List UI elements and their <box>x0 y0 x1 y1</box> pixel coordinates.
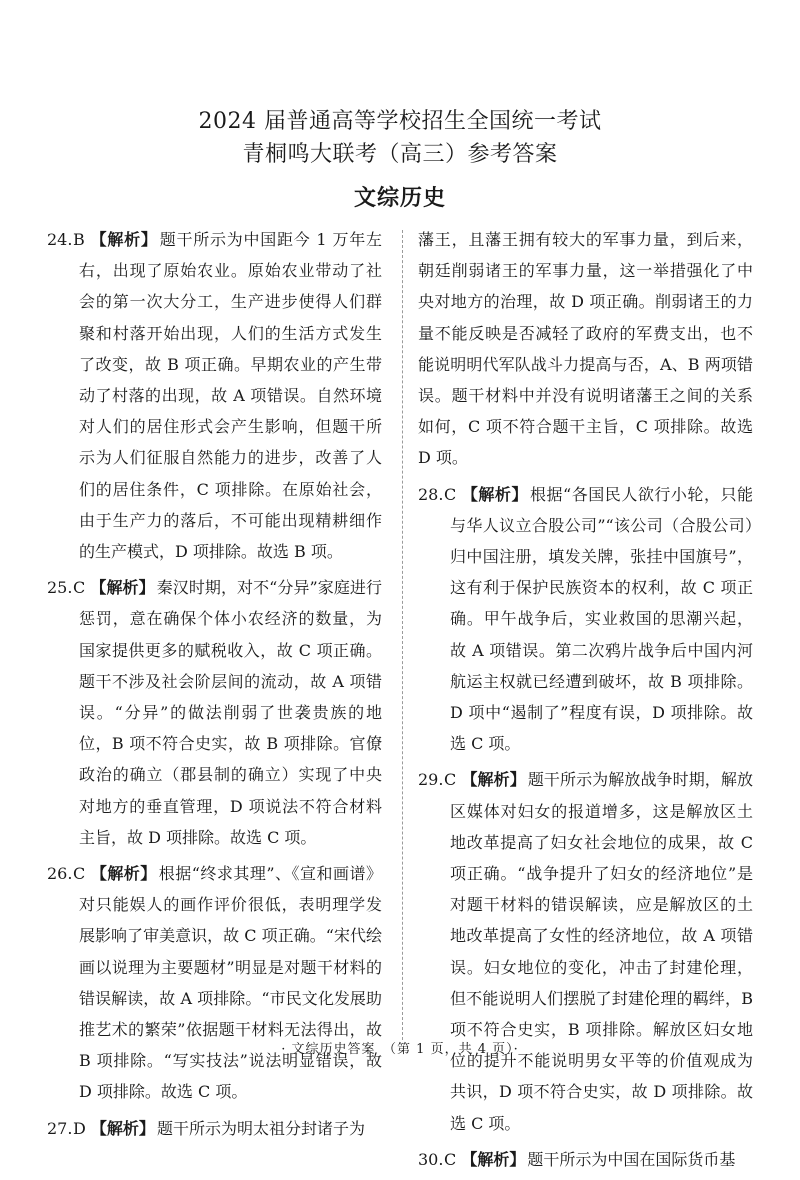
analysis-tag: 【解析】 <box>90 230 158 249</box>
question-number: 29. <box>418 770 444 790</box>
answer-letter: C <box>73 864 86 884</box>
answer-29 <box>418 764 753 1138</box>
answer-letter: B <box>73 230 85 249</box>
analysis-tag: 【解析】 <box>461 1149 526 1169</box>
analysis-tag: 【解析】 <box>461 770 526 790</box>
answer-26 <box>47 858 382 1108</box>
answer-letter: C <box>444 484 457 504</box>
answer-text: 秦汉时期，对不“分异”家庭进行惩罚，意在确保个体小农经济的数量，为国家提供更多的赋税收入，故 C 项正确。题干不涉及社会阶层间的流动，故 A 项错误。“分异”的做法削弱了世袭贵族的地位，B 项不符合史实，故 B 项排除。官僚政治的确立（郡县制的确立）实现了中央对地方的垂直管理，D 项说法不符合材料主旨，故 D 项排除。故选 C 项。 <box>79 578 382 847</box>
question-number: 28. <box>418 484 444 504</box>
question-number: 26. <box>47 864 73 884</box>
answer-text: 根据“终求其理”、《宣和画谱》对只能娱人的画作评价很低，表明理学发展影响了审美意识，故 C 项正确。“宋代绘画以说理为主要题材”明显是对题干材料的错误解读，故 A 项排除。“市民文化发展助推艺术的繁荣”依据题干材料无法得出，故 B 项排除。“写实技法”说法明显错误，故 D 项排除。故选 C 项。 <box>79 864 382 1102</box>
analysis-tag: 【解析】 <box>461 484 528 504</box>
answer-text: 根据“各国民人欲行小轮，只能与华人议立合股公司”“该公司（合股公司）归中国注册，填发关牌，张挂中国旗号”，这有利于保护民族资本的权利，故 C 项正确。甲午战争后，实业救国的思潮兴起，故 A 项错误。第二次鸦片战争后中国内河航运主权就已经遭到破坏，故 B 项排除。D 项中“遏制了”程度有误，D 项排除。故选 C 项。 <box>450 484 753 754</box>
question-number: 30. <box>418 1149 444 1169</box>
analysis-tag: 【解析】 <box>90 864 157 884</box>
answer-letter: C <box>444 1149 457 1169</box>
document-header <box>0 105 800 212</box>
answer-25 <box>47 572 382 853</box>
answer-27-continued: 藩王，且藩王拥有较大的军事力量，到后来，朝廷削弱诸王的军事力量，这一举措强化了中央对地方的治理，故 D 项正确。削弱诸王的力量不能反映是否减轻了政府的军费支出，也不能说明明代军队战斗力提高与否，A、B 两项错误。题干材料中并没有说明诸藩王之间的关系如何，C 项不符合题干主旨，C 项排除。故选 D 项。 <box>418 230 753 468</box>
answer-24 <box>47 224 382 567</box>
question-number: 27. <box>47 1118 73 1138</box>
answer-text: 题干所示为解放战争时期，解放区媒体对妇女的报道增多，这是解放区土地改革提高了妇女社会地位的成果，故 C 项正确。“战争提升了妇女的经济地位”是对题干材料的错误解读，应是解放区的土地改革提高了女性的经济地位，故 A 项错误。妇女地位的变化，冲击了封建伦理，但不能说明人们摆脱了封建伦理的羁绊，B 项不符合史实，B 项排除。解放区妇女地位的提升不能说明男女平等的价值观成为共识，D 项不符合史实，故 D 项排除。故选 C 项。 <box>450 770 753 1133</box>
left-column <box>47 224 382 1149</box>
answer-text: 题干所示为明太祖分封诸子为 <box>156 1118 365 1138</box>
question-number: 25. <box>47 578 73 598</box>
answer-letter: C <box>444 770 457 790</box>
page-footer: · 文综历史答案 （第 1 页，共 4 页）· <box>281 1042 519 1057</box>
answer-text: 题干所示为中国距今 1 万年左右，出现了原始农业。原始农业带动了社会的第一次大分工，生产进步使得人们群聚和村落开始出现，人们的生活方式发生了改变，故 B 项正确。早期农业的产生带动了村落的出现，故 A 项错误。自然环境对人们的居住形式会产生影响，但题干所示为人们征服自然能力的进步，改善了人们的居住条件，C 项排除。在原始社会，由于生产力的落后，不可能出现精耕细作的生产模式，D 项排除。故选 B 项。 <box>79 230 382 562</box>
analysis-tag: 【解析】 <box>90 1118 155 1138</box>
answer-letter: C <box>73 578 86 598</box>
answer-27 <box>47 1113 382 1144</box>
subject-title: 文综历史 <box>353 186 446 211</box>
exam-subtitle: 青桐鸣大联考（高三）参考答案 <box>242 142 558 167</box>
analysis-tag: 【解析】 <box>90 578 155 598</box>
answer-text: 题干所示为中国在国际货币基 <box>527 1149 736 1169</box>
right-column <box>418 224 753 1180</box>
answer-30 <box>418 1144 753 1175</box>
exam-title: 2024 届普通高等学校招生全国统一考试 <box>198 109 602 134</box>
answer-28 <box>418 479 753 760</box>
column-divider <box>402 230 403 1040</box>
answer-letter: D <box>73 1118 86 1138</box>
question-number: 24. <box>47 230 73 249</box>
